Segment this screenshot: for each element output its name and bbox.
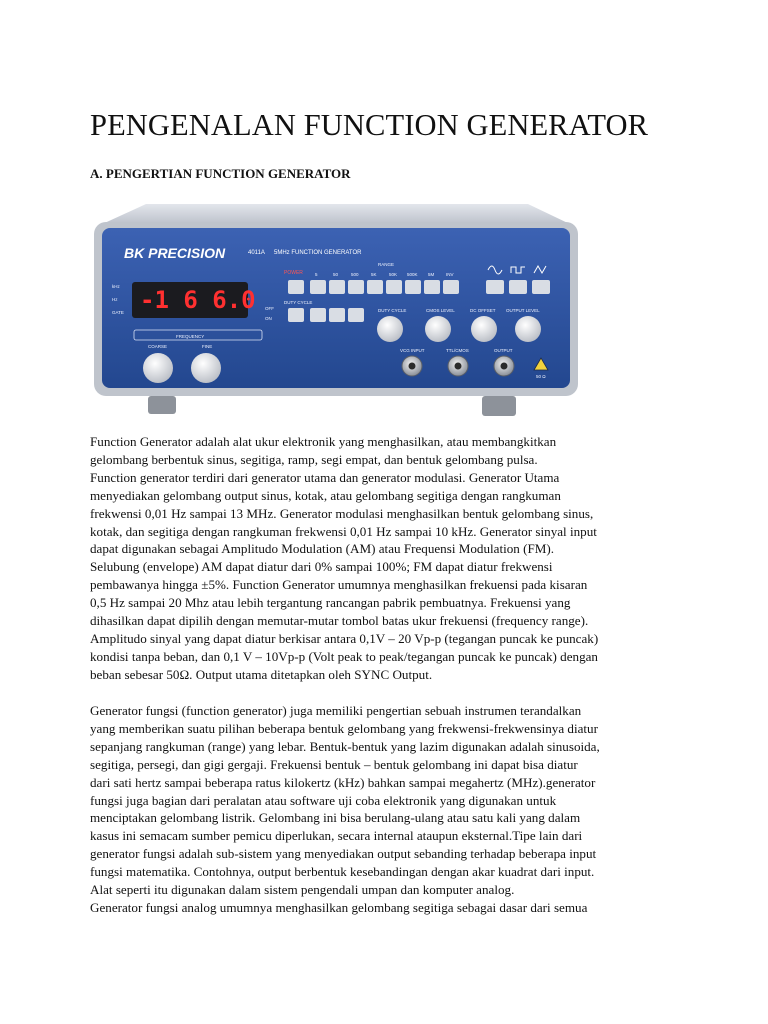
- range-5-label: 5: [315, 272, 318, 277]
- text-line: beban sebesar 50Ω. Output utama ditetapkan oleh SYNC Output.: [90, 666, 433, 682]
- triangle-wave-button[interactable]: [532, 280, 550, 294]
- section-heading: A. PENGERTIAN FUNCTION GENERATOR: [90, 166, 351, 181]
- text-line: fungsi juga bagian dari peralatan atau software uji coba elektronik yang digunakan untuk: [90, 792, 557, 808]
- text-line: frekwensi 0,01 Hz sampai 13 MHz. Generator modulasi menghasilkan bentuk gelombang sinus,: [90, 505, 594, 521]
- function-generator-photo: [88, 196, 584, 422]
- text-line: menyediakan gelombang output sinus, kotak, atau gelombang segitiga dengan rangkuman: [90, 487, 561, 503]
- fine-knob[interactable]: [191, 353, 221, 383]
- text-line: menciptakan gelombang listrik. Gelombang ini bisa berulang-ulang atau satu kali yang dalam: [90, 810, 581, 826]
- output-level-knob[interactable]: [515, 316, 541, 342]
- text-line: 0,5 Hz sampai 20 Mhz atau lebih tergantung rancangan pabrik pembuatnya. Frekuensi yang: [90, 595, 571, 611]
- cmos-level-mode-button[interactable]: [310, 308, 326, 322]
- ttl-cmos-label: TTL/CMOS: [446, 348, 469, 353]
- text-line: pembawanya hingga ±5%. Function Generator umumnya menghasilkan frekuensi pada kisaran: [90, 577, 588, 593]
- dc-offset-knob-label: DC OFFSET: [470, 308, 496, 313]
- range-5m-label: 5M: [428, 272, 435, 277]
- hz-indicator: Hz: [112, 297, 118, 302]
- range-500k-button[interactable]: [405, 280, 421, 294]
- power-label: POWER: [284, 270, 303, 276]
- text-line: Amplitudo sinyal yang dapat diatur berkisar antara 0,1V – 20 Vp-p (tegangan puncak ke puncak): [90, 630, 599, 646]
- square-wave-button[interactable]: [509, 280, 527, 294]
- vcg-input-pin: [409, 363, 416, 370]
- cmos-level-knob-label: CMOS LEVEL: [426, 308, 455, 313]
- output-connector-label: OUTPUT: [494, 348, 513, 353]
- range-inv-label: INV: [446, 272, 454, 277]
- brand-logo: BK PRECISION: [124, 245, 226, 261]
- text-line: gelombang berbentuk sinus, segitiga, ramp, segi empat, dan bentuk gelombang pulsa.: [90, 451, 538, 467]
- paragraph-1: [90, 433, 690, 684]
- range-500-label: 500: [351, 272, 359, 277]
- frequency-label: FREQUENCY: [176, 334, 205, 339]
- range-label: RANGE: [378, 262, 395, 267]
- duty-cycle-mode-label: DUTY CYCLE: [284, 300, 313, 305]
- range-inv-button[interactable]: [443, 280, 459, 294]
- range-50k-button[interactable]: [386, 280, 402, 294]
- vcg-input-label: VCG INPUT: [400, 348, 425, 353]
- gate-indicator: GATE: [112, 310, 124, 315]
- khz-indicator: kHz: [112, 284, 120, 289]
- range-500-button[interactable]: [348, 280, 364, 294]
- fine-label: FINE: [202, 344, 213, 349]
- text-line: yang memberikan suatu pilihan beberapa bentuk gelombang yang frekwensi-frekwensinya diatur: [90, 720, 598, 736]
- function-generator-illustration: [88, 196, 584, 422]
- model-number: 4011A: [248, 250, 265, 256]
- cmos-level-knob[interactable]: [425, 316, 451, 342]
- output-pin: [501, 363, 508, 370]
- output-level-knob-label: OUTPUT LEVEL: [506, 308, 540, 313]
- dc-offset-knob[interactable]: [471, 316, 497, 342]
- off-label: OFF: [265, 306, 274, 311]
- range-50k-label: 50K: [389, 272, 398, 277]
- text-line: sepanjang rangkuman (range) yang lebar. Bentuk-bentuk yang lazim digunakan adalah sinusoida,: [90, 738, 600, 754]
- text-line: kondisi tanpa beban, dan 0,1 V – 10Vp-p (Volt peak to peak/tegangan puncak ke puncak) dengan: [90, 648, 598, 664]
- coarse-knob[interactable]: [143, 353, 173, 383]
- document-title: PENGENALAN FUNCTION GENERATOR: [90, 108, 649, 142]
- text-line: kasus ini semacam sumber pemicu diperlukan, secara internal ataupun eksternal.Tipe lain dari: [90, 828, 583, 844]
- text-line: segitiga, persegi, dan gigi gergaji. Frekuensi bentuk – bentuk gelombang ini dapat bisa diatur: [90, 756, 578, 772]
- coarse-label: COARSE: [148, 344, 168, 349]
- range-50-label: 50: [333, 272, 339, 277]
- impedance-label: 50 Ω: [536, 374, 546, 379]
- range-5k-button[interactable]: [367, 280, 383, 294]
- on-label: ON: [265, 316, 272, 321]
- text-line: Selubung (envelope) AM dapat diatur dari 0% sampai 100%; FM dapat diatur frekwensi: [90, 559, 553, 575]
- duty-cycle-knob-label: DUTY CYCLE: [378, 308, 407, 313]
- range-500k-label: 500K: [407, 272, 418, 277]
- text-line: fungsi matematika. Contohnya, output berbentuk kesebandingan dengan akar kuadrat dari input.: [90, 864, 595, 880]
- minus-20db-button[interactable]: [348, 308, 364, 322]
- range-5-button[interactable]: [310, 280, 326, 294]
- text-line: Generator fungsi analog umumnya menghasilkan gelombang segitiga sebagai dasar dari semua: [90, 899, 588, 915]
- duty-cycle-knob[interactable]: [377, 316, 403, 342]
- ttl-cmos-pin: [455, 363, 462, 370]
- text-line: Function Generator adalah alat ukur elektronik yang menghasilkan, atau membangkitkan: [90, 434, 557, 449]
- text-line: dapat digunakan sebagai Amplitudo Modulation (AM) atau Frequensi Modulation (FM).: [90, 541, 555, 557]
- text-line: Alat seperti itu digunakan dalam sistem pengendali umpan dan komputer analog.: [90, 882, 515, 898]
- text-line: generator fungsi adalah sub-sistem yang menyediakan output sebanding terhadap beberapa input: [90, 846, 597, 862]
- sine-wave-button[interactable]: [486, 280, 504, 294]
- text-line: dihasilkan dapat dipilih dengan memutar-mutar tombol batas ukur frekuensi (frequency range).: [90, 613, 589, 629]
- duty-cycle-mode-button[interactable]: [288, 308, 304, 322]
- range-50-button[interactable]: [329, 280, 345, 294]
- model-description: 5MHz FUNCTION GENERATOR: [274, 250, 362, 256]
- dc-offset-mode-button[interactable]: [329, 308, 345, 322]
- text-line: Function generator terdiri dari generator utama dan generator modulasi. Generator Utama: [90, 469, 560, 485]
- range-5k-label: 5K: [371, 272, 377, 277]
- text-line: kotak, dan segitiga dengan rangkuman frekwensi 0,01 Hz sampai 10 kHz. Generator sinyal input: [90, 523, 597, 539]
- power-button[interactable]: [288, 280, 304, 294]
- text-line: dari sati hertz sampai beberapa ratus kilokertz (kHz) bahkan sampai megahertz (MHz).generator: [90, 774, 596, 790]
- text-line: Generator fungsi (function generator) juga memiliki pengertian sebuah instrumen terandalkan: [90, 703, 582, 718]
- paragraph-2: [90, 702, 690, 917]
- range-5m-button[interactable]: [424, 280, 440, 294]
- display-readout: -1 6 6.0: [140, 286, 256, 314]
